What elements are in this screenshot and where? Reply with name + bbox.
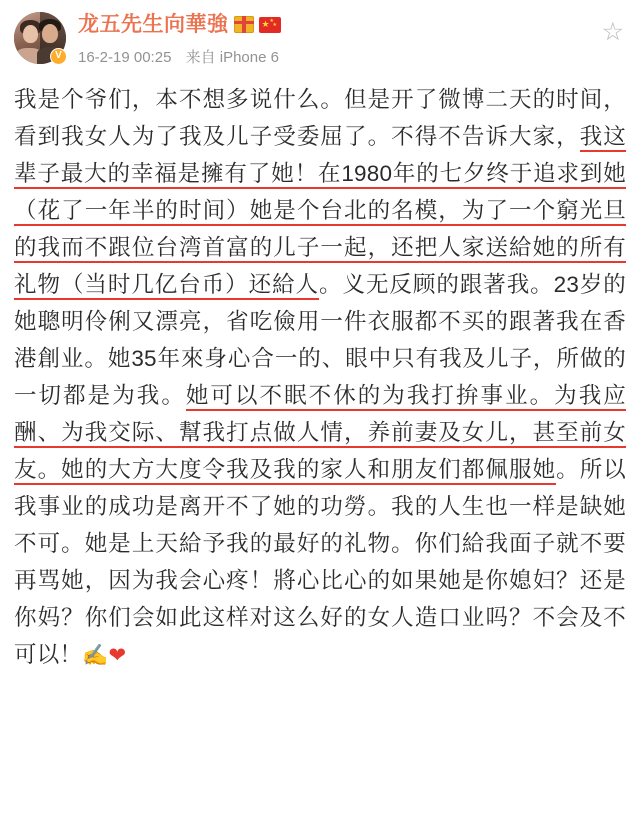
post-header <box>14 10 626 67</box>
flag-star-small-2: ★ <box>272 21 277 28</box>
verified-badge-icon: V <box>50 48 67 65</box>
avatar-person-left-face <box>23 25 38 43</box>
post-segment-1: 我是个爷们，本不想多说什么。但是开了微博二天的时间，看到我女人为了我及儿子受委屈了。不得不告诉大家， <box>14 87 626 149</box>
post-meta <box>66 10 626 67</box>
post-segment-5: 。所以我事业的成功是离开不了她的功勞。我的人生也一样是缺她不可。她是上天給予我的最好的礼物。你们給我面子就不要再骂她，因为我会心疼！將心比心的如果她是你媳妇？还是你妈？你们会如此这样对这么好的女人造口业吗？不会及不可以！ <box>14 457 626 667</box>
favorite-star-icon[interactable]: ☆ <box>601 18 624 46</box>
author-name[interactable]: 龙五先生向華強 <box>78 13 229 36</box>
avatar[interactable] <box>14 12 66 64</box>
writing-hand-emoji: ✍ <box>82 644 109 667</box>
china-flag-badge-icon <box>259 17 281 33</box>
post-timestamp: 16-2-19 00:25 <box>78 49 172 66</box>
author-row <box>78 14 626 35</box>
post-segment-4-underlined: 她可以不眠不休的为我打拚事业。为我应酬、为我交际、幫我打点做人情，养前妻及女儿，甚至前女友。她的大方大度令我及我的家人和朋友们都佩服她 <box>14 383 626 485</box>
avatar-person-right-face <box>42 24 58 43</box>
gift-badge-icon <box>234 16 254 33</box>
post-body <box>14 81 626 674</box>
post-source[interactable]: 来自 iPhone 6 <box>185 49 279 66</box>
post-segment-2-underlined: 我这辈子最大的幸福是擁有了她！在1980年的七夕终于追求到她（花了一年半的时间）她是个台北的名模，为了一个窮光旦的我而不跟位台湾首富的儿子一起，还把人家送給她的所有礼物（当时几亿台币）还給人 <box>14 124 626 300</box>
post-timestamp-row <box>78 46 626 67</box>
post-segment-3: 。义无反顾的跟著我。23岁的她聰明伶俐又漂亮，省吃儉用一件衣服都不买的跟著我在香港創业。她35年來身心合一的、眼中只有我及儿子，所做的一切都是为我。 <box>14 272 626 408</box>
flag-star-large: ★ <box>261 18 270 29</box>
red-heart-emoji: ❤ <box>108 644 127 667</box>
flag-star-small-1: ★ <box>269 17 274 24</box>
